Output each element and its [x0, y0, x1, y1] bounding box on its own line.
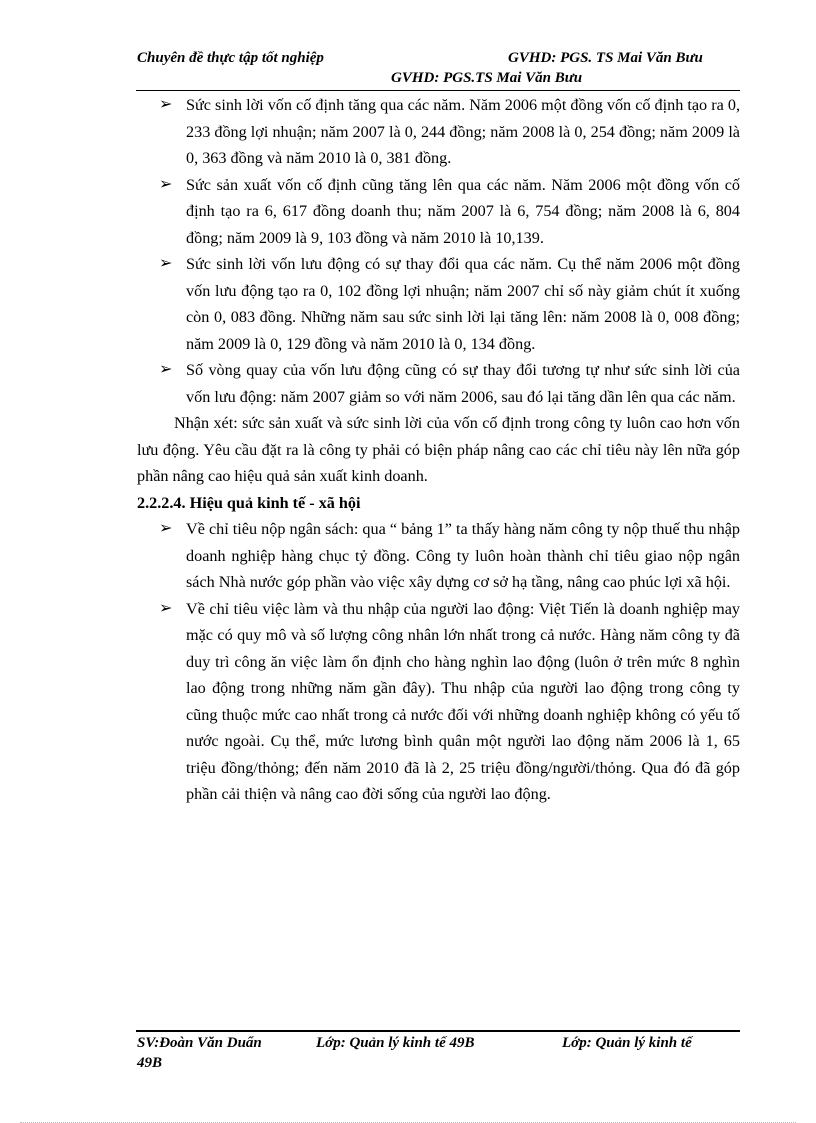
list-item-text: Về chỉ tiêu nộp ngân sách: qua “ bảng 1” ta thấy hàng năm công ty nộp thuế thu nhập doanh nghiệp hàng chục tỷ đồng. Công ty luôn hoàn thành chỉ tiêu giao nộp ngân sách Nhà nước góp phần vào việc xây dựng cơ sở hạ tầng, nâng cao phúc lợi xã hội.	[186, 520, 740, 591]
footer-class-repeat: Lớp: Quản lý kinh tế	[562, 1035, 692, 1051]
footer-class: Lớp: Quản lý kinh tế 49B	[316, 1035, 475, 1051]
document-body	[137, 92, 740, 808]
list-item-text: Về chỉ tiêu việc làm và thu nhập của người lao động: Việt Tiến là doanh nghiệp may mặc có quy mô và số lượng công nhân lớn nhất trong cả nước. Hàng năm công ty đã duy trì công ăn việc làm ổn định cho hàng nghìn lao động (luôn ở trên mức 8 nghìn lao động trong những năm gần đây). Thu nhập của người lao động trong công ty cũng thuộc mức cao nhất trong cả nước đối với những doanh nghiệp không có yếu tố nước ngoài. Cụ thể, mức lương bình quân một người lao động năm 2006 là 1, 65 triệu đồng/thỏng; đến năm 2010 đã là 2, 25 triệu đồng/người/thỏng. Qua đó đã góp phần cải thiện và nâng cao đời sống của người lao động.	[186, 599, 740, 803]
list-item	[137, 172, 740, 252]
arrow-bullet-icon: ➢	[159, 361, 173, 378]
list-item-text: Số vòng quay của vốn lưu động cũng có sự thay đổi tương tự như sức sinh lời của vốn lưu động: năm 2007 giảm so với năm 2006, sau đó lại tăng dần lên qua các năm.	[186, 361, 740, 406]
header-rule	[136, 90, 740, 91]
list-item	[137, 516, 740, 596]
arrow-bullet-icon: ➢	[159, 96, 173, 113]
list-item-text: Sức sản xuất vốn cố định cũng tăng lên qua các năm. Năm 2006 một đồng vốn cố định tạo ra 6, 617 đồng doanh thu; năm 2007 là 6, 754 đồng; năm 2008 là 6, 804 đồng; năm 2009 là 9, 103 đồng và năm 2010 là 10,139.	[186, 175, 740, 247]
arrow-bullet-icon: ➢	[159, 520, 173, 537]
footer-rule	[136, 1030, 740, 1032]
footer-class-continued: 49B	[137, 1055, 163, 1071]
footer-student: SV:Đoàn Văn Duẩn	[137, 1035, 262, 1051]
section-heading: 2.2.2.4. Hiệu quả kinh tế - xã hội	[137, 493, 361, 512]
list-item	[137, 357, 740, 410]
header-supervisor: GVHD: PGS. TS Mai Văn Bưu	[508, 50, 703, 66]
list-item	[137, 92, 740, 172]
list-item-text: Sức sinh lời vốn lưu động có sự thay đổi qua các năm. Cụ thể năm 2006 một đồng vốn lưu động tạo ra 0, 102 đồng lợi nhuận; năm 2007 chỉ số này giảm chút ít xuống còn 0, 083 đồng. Những năm sau sức sinh lời lại tăng lên: năm 2008 là 0, 008 đồng; năm 2009 là 0, 129 đồng và năm 2010 là 0, 134 đồng.	[186, 255, 740, 353]
list-item-text: Sức sinh lời vốn cố định tăng qua các năm. Năm 2006 một đồng vốn cố định tạo ra 0, 233 đồng lợi nhuận; năm 2007 là 0, 244 đồng; năm 2008 là 0, 254 đồng; năm 2009 là 0, 363 đồng và năm 2010 là 0, 381 đồng.	[186, 96, 740, 167]
arrow-bullet-icon: ➢	[159, 255, 173, 272]
list-item	[137, 251, 740, 357]
arrow-bullet-icon: ➢	[159, 175, 173, 193]
header-title: Chuyên đề thực tập tốt nghiệp	[137, 50, 324, 66]
arrow-bullet-icon: ➢	[159, 599, 173, 617]
header-supervisor-repeat: GVHD: PGS.TS Mai Văn Bưu	[391, 70, 583, 86]
list-item	[137, 596, 740, 808]
remark-paragraph: Nhận xét: sức sản xuất và sức sinh lời của vốn cố định trong công ty luôn cao hơn vốn lưu động. Yêu cầu đặt ra là công ty phải có biện pháp nâng cao các chỉ tiêu này lên nữa góp phần nâng cao hiệu quả sản xuất kinh doanh.	[137, 414, 740, 485]
